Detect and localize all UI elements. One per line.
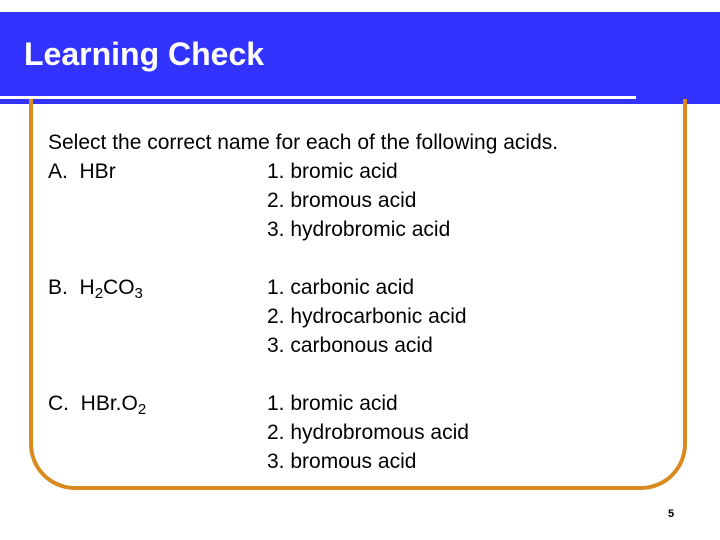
question-c-option-1: 1. bromic acid [267, 392, 398, 415]
question-b-label [48, 273, 143, 302]
title-bar [0, 12, 720, 104]
question-a-option-1: 1. bromic acid [267, 160, 398, 183]
slide-title: Learning Check [24, 36, 265, 72]
question-formula: HBr [79, 160, 116, 183]
formula-part: CO [103, 276, 135, 299]
question-c-option-2: 2. hydrobromous acid [267, 421, 469, 444]
formula-subscript: 3 [134, 285, 143, 302]
formula-subscript: 2 [137, 401, 147, 418]
question-c-label [48, 389, 146, 418]
question-b-option-1: 1. carbonic acid [267, 276, 415, 299]
formula-part: H [79, 276, 95, 299]
question-formula [80, 392, 147, 418]
question-b-option-2: 2. hydrocarbonic acid [267, 305, 467, 328]
question-letter: A. [48, 160, 68, 183]
question-c-option-3: 3. bromous acid [267, 450, 417, 473]
question-a-option-2: 2. bromous acid [267, 189, 417, 212]
question-letter: C. [48, 392, 69, 415]
formula-part: HBr.O [80, 392, 138, 415]
question-letter: B. [48, 276, 68, 299]
question-a-label [48, 157, 116, 186]
page-number: 5 [668, 508, 675, 520]
formula-subscript: 2 [94, 285, 104, 302]
question-formula [79, 276, 143, 302]
question-a-option-3: 3. hydrobromic acid [267, 218, 451, 241]
question-b-option-3: 3. carbonous acid [267, 334, 433, 357]
prompt-text: Select the correct name for each of the following acids. [48, 131, 559, 154]
